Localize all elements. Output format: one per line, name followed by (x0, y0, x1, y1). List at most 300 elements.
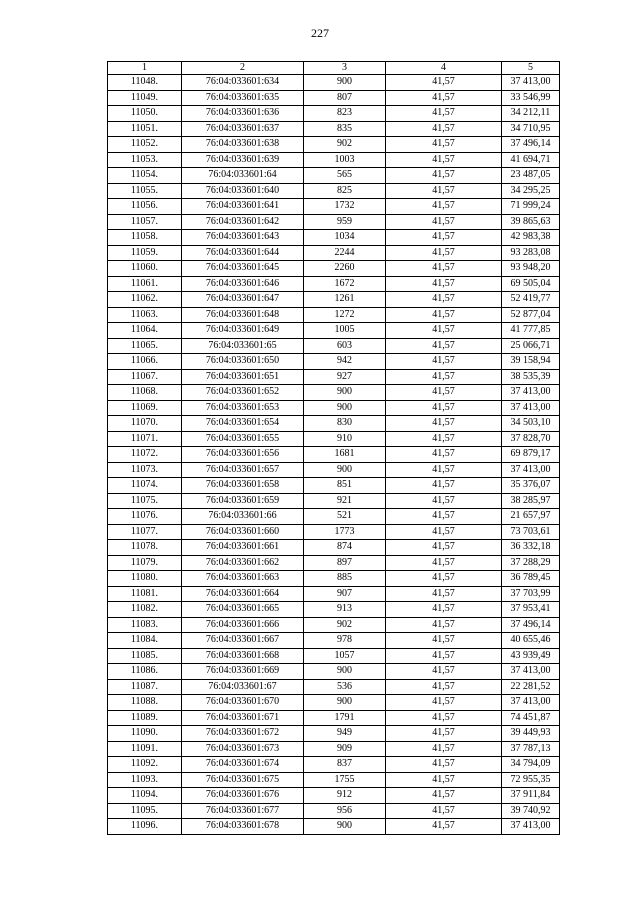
rate-cell: 41,57 (386, 385, 502, 401)
column-header: 2 (182, 62, 304, 75)
cadastral-number-cell: 76:04:033601:678 (182, 819, 304, 835)
rate-cell: 41,57 (386, 695, 502, 711)
cadastral-number-cell: 76:04:033601:647 (182, 292, 304, 308)
value-cell: 69 879,17 (502, 447, 560, 463)
cadastral-number-cell: 76:04:033601:634 (182, 75, 304, 91)
row-number-cell: 11095. (108, 803, 182, 819)
table-row (108, 540, 560, 556)
rate-cell: 41,57 (386, 416, 502, 432)
value-cell: 41 694,71 (502, 152, 560, 168)
rate-cell: 41,57 (386, 788, 502, 804)
row-number-cell: 11079. (108, 555, 182, 571)
table-row (108, 741, 560, 757)
area-cell: 900 (304, 695, 386, 711)
row-number-cell: 11082. (108, 602, 182, 618)
cadastral-number-cell: 76:04:033601:657 (182, 462, 304, 478)
value-cell: 37 703,99 (502, 586, 560, 602)
cadastral-number-cell: 76:04:033601:642 (182, 214, 304, 230)
row-number-cell: 11051. (108, 121, 182, 137)
rate-cell: 41,57 (386, 555, 502, 571)
value-cell: 23 487,05 (502, 168, 560, 184)
cadastral-number-cell: 76:04:033601:674 (182, 757, 304, 773)
table-row (108, 261, 560, 277)
cadastral-number-cell: 76:04:033601:661 (182, 540, 304, 556)
row-number-cell: 11065. (108, 338, 182, 354)
rate-cell: 41,57 (386, 540, 502, 556)
value-cell: 37 288,29 (502, 555, 560, 571)
value-cell: 37 413,00 (502, 400, 560, 416)
row-number-cell: 11089. (108, 710, 182, 726)
cadastral-number-cell: 76:04:033601:653 (182, 400, 304, 416)
table-row (108, 199, 560, 215)
table-row (108, 416, 560, 432)
value-cell: 73 703,61 (502, 524, 560, 540)
column-header: 4 (386, 62, 502, 75)
value-cell: 39 865,63 (502, 214, 560, 230)
table-row (108, 757, 560, 773)
cadastral-number-cell: 76:04:033601:671 (182, 710, 304, 726)
rate-cell: 41,57 (386, 276, 502, 292)
table-row (108, 323, 560, 339)
rate-cell: 41,57 (386, 75, 502, 91)
cadastral-number-cell: 76:04:033601:664 (182, 586, 304, 602)
area-cell: 956 (304, 803, 386, 819)
row-number-cell: 11050. (108, 106, 182, 122)
area-cell: 912 (304, 788, 386, 804)
cadastral-number-cell: 76:04:033601:65 (182, 338, 304, 354)
rate-cell: 41,57 (386, 478, 502, 494)
rate-cell: 41,57 (386, 524, 502, 540)
row-number-cell: 11096. (108, 819, 182, 835)
rate-cell: 41,57 (386, 121, 502, 137)
row-number-cell: 11087. (108, 679, 182, 695)
table-row (108, 648, 560, 664)
value-cell: 34 295,25 (502, 183, 560, 199)
row-number-cell: 11055. (108, 183, 182, 199)
value-cell: 43 939,49 (502, 648, 560, 664)
value-cell: 37 496,14 (502, 137, 560, 153)
row-number-cell: 11083. (108, 617, 182, 633)
value-cell: 52 877,04 (502, 307, 560, 323)
cadastral-number-cell: 76:04:033601:638 (182, 137, 304, 153)
table-row (108, 586, 560, 602)
area-cell: 897 (304, 555, 386, 571)
cadastral-number-cell: 76:04:033601:643 (182, 230, 304, 246)
row-number-cell: 11063. (108, 307, 182, 323)
cadastral-number-cell: 76:04:033601:654 (182, 416, 304, 432)
value-cell: 40 655,46 (502, 633, 560, 649)
cadastral-number-cell: 76:04:033601:663 (182, 571, 304, 587)
value-cell: 37 496,14 (502, 617, 560, 633)
row-number-cell: 11054. (108, 168, 182, 184)
area-cell: 1261 (304, 292, 386, 308)
rate-cell: 41,57 (386, 183, 502, 199)
area-cell: 900 (304, 664, 386, 680)
table-row (108, 75, 560, 91)
cadastral-number-cell: 76:04:033601:649 (182, 323, 304, 339)
row-number-cell: 11069. (108, 400, 182, 416)
rate-cell: 41,57 (386, 679, 502, 695)
value-cell: 34 794,09 (502, 757, 560, 773)
row-number-cell: 11073. (108, 462, 182, 478)
cadastral-number-cell: 76:04:033601:672 (182, 726, 304, 742)
row-number-cell: 11081. (108, 586, 182, 602)
table-row (108, 292, 560, 308)
table-row (108, 354, 560, 370)
value-cell: 34 503,10 (502, 416, 560, 432)
cadastral-number-cell: 76:04:033601:675 (182, 772, 304, 788)
rate-cell: 41,57 (386, 803, 502, 819)
column-header: 3 (304, 62, 386, 75)
row-number-cell: 11080. (108, 571, 182, 587)
cadastral-number-cell: 76:04:033601:641 (182, 199, 304, 215)
cadastral-number-cell: 76:04:033601:655 (182, 431, 304, 447)
row-number-cell: 11062. (108, 292, 182, 308)
rate-cell: 41,57 (386, 307, 502, 323)
cadastral-number-cell: 76:04:033601:670 (182, 695, 304, 711)
area-cell: 927 (304, 369, 386, 385)
table-row (108, 617, 560, 633)
row-number-cell: 11058. (108, 230, 182, 246)
value-cell: 69 505,04 (502, 276, 560, 292)
table-row (108, 509, 560, 525)
cadastral-number-cell: 76:04:033601:677 (182, 803, 304, 819)
row-number-cell: 11094. (108, 788, 182, 804)
table-header-row (108, 62, 560, 75)
area-cell: 900 (304, 462, 386, 478)
rate-cell: 41,57 (386, 199, 502, 215)
area-cell: 902 (304, 137, 386, 153)
row-number-cell: 11075. (108, 493, 182, 509)
cadastral-number-cell: 76:04:033601:666 (182, 617, 304, 633)
area-cell: 851 (304, 478, 386, 494)
row-number-cell: 11053. (108, 152, 182, 168)
rate-cell: 41,57 (386, 726, 502, 742)
rate-cell: 41,57 (386, 772, 502, 788)
table-row (108, 307, 560, 323)
table-body (108, 75, 560, 835)
table-row (108, 338, 560, 354)
area-cell: 885 (304, 571, 386, 587)
value-cell: 37 413,00 (502, 75, 560, 91)
rate-cell: 41,57 (386, 586, 502, 602)
column-header: 5 (502, 62, 560, 75)
cadastral-number-cell: 76:04:033601:656 (182, 447, 304, 463)
value-cell: 37 413,00 (502, 462, 560, 478)
table-row (108, 679, 560, 695)
cadastral-number-cell: 76:04:033601:64 (182, 168, 304, 184)
rate-cell: 41,57 (386, 757, 502, 773)
cadastral-number-cell: 76:04:033601:637 (182, 121, 304, 137)
value-cell: 37 911,84 (502, 788, 560, 804)
row-number-cell: 11076. (108, 509, 182, 525)
rate-cell: 41,57 (386, 447, 502, 463)
rate-cell: 41,57 (386, 602, 502, 618)
area-cell: 837 (304, 757, 386, 773)
table-row (108, 602, 560, 618)
cadastral-number-cell: 76:04:033601:635 (182, 90, 304, 106)
area-cell: 2244 (304, 245, 386, 261)
row-number-cell: 11072. (108, 447, 182, 463)
rate-cell: 41,57 (386, 230, 502, 246)
value-cell: 38 535,39 (502, 369, 560, 385)
rate-cell: 41,57 (386, 509, 502, 525)
row-number-cell: 11048. (108, 75, 182, 91)
value-cell: 34 212,11 (502, 106, 560, 122)
area-cell: 1057 (304, 648, 386, 664)
table-row (108, 819, 560, 835)
row-number-cell: 11064. (108, 323, 182, 339)
table-row (108, 400, 560, 416)
rate-cell: 41,57 (386, 400, 502, 416)
table-row (108, 152, 560, 168)
cadastral-number-cell: 76:04:033601:660 (182, 524, 304, 540)
table-row (108, 524, 560, 540)
rate-cell: 41,57 (386, 648, 502, 664)
row-number-cell: 11057. (108, 214, 182, 230)
row-number-cell: 11091. (108, 741, 182, 757)
cadastral-number-cell: 76:04:033601:652 (182, 385, 304, 401)
row-number-cell: 11067. (108, 369, 182, 385)
row-number-cell: 11052. (108, 137, 182, 153)
table-row (108, 633, 560, 649)
area-cell: 900 (304, 819, 386, 835)
table-row (108, 710, 560, 726)
table-row (108, 664, 560, 680)
row-number-cell: 11078. (108, 540, 182, 556)
area-cell: 807 (304, 90, 386, 106)
table-row (108, 431, 560, 447)
area-cell: 835 (304, 121, 386, 137)
area-cell: 823 (304, 106, 386, 122)
value-cell: 34 710,95 (502, 121, 560, 137)
value-cell: 37 413,00 (502, 819, 560, 835)
rate-cell: 41,57 (386, 292, 502, 308)
table-row (108, 230, 560, 246)
table-row (108, 168, 560, 184)
page-number: 227 (311, 26, 329, 40)
cadastral-number-cell: 76:04:033601:645 (182, 261, 304, 277)
rate-cell: 41,57 (386, 571, 502, 587)
rate-cell: 41,57 (386, 819, 502, 835)
table-row (108, 447, 560, 463)
area-cell: 565 (304, 168, 386, 184)
value-cell: 37 413,00 (502, 695, 560, 711)
table-row (108, 462, 560, 478)
cadastral-number-cell: 76:04:033601:667 (182, 633, 304, 649)
area-cell: 1034 (304, 230, 386, 246)
row-number-cell: 11077. (108, 524, 182, 540)
area-cell: 1732 (304, 199, 386, 215)
rate-cell: 41,57 (386, 90, 502, 106)
rate-cell: 41,57 (386, 106, 502, 122)
value-cell: 38 285,97 (502, 493, 560, 509)
area-cell: 1005 (304, 323, 386, 339)
area-cell: 949 (304, 726, 386, 742)
table-row (108, 385, 560, 401)
area-cell: 959 (304, 214, 386, 230)
area-cell: 909 (304, 741, 386, 757)
row-number-cell: 11068. (108, 385, 182, 401)
rate-cell: 41,57 (386, 741, 502, 757)
table-row (108, 90, 560, 106)
table-row (108, 772, 560, 788)
cadastral-number-cell: 76:04:033601:66 (182, 509, 304, 525)
row-number-cell: 11061. (108, 276, 182, 292)
cadastral-number-cell: 76:04:033601:658 (182, 478, 304, 494)
row-number-cell: 11066. (108, 354, 182, 370)
area-cell: 900 (304, 75, 386, 91)
row-number-cell: 11074. (108, 478, 182, 494)
cadastral-number-cell: 76:04:033601:673 (182, 741, 304, 757)
table-row (108, 276, 560, 292)
value-cell: 74 451,87 (502, 710, 560, 726)
land-plot-table (107, 61, 560, 835)
table-row (108, 695, 560, 711)
table-row (108, 121, 560, 137)
table-row (108, 803, 560, 819)
row-number-cell: 11071. (108, 431, 182, 447)
row-number-cell: 11070. (108, 416, 182, 432)
rate-cell: 41,57 (386, 431, 502, 447)
value-cell: 37 787,13 (502, 741, 560, 757)
cadastral-number-cell: 76:04:033601:648 (182, 307, 304, 323)
table-row (108, 571, 560, 587)
row-number-cell: 11092. (108, 757, 182, 773)
table-row (108, 726, 560, 742)
area-cell: 1003 (304, 152, 386, 168)
area-cell: 1272 (304, 307, 386, 323)
cadastral-number-cell: 76:04:033601:668 (182, 648, 304, 664)
rate-cell: 41,57 (386, 354, 502, 370)
value-cell: 71 999,24 (502, 199, 560, 215)
table-row (108, 245, 560, 261)
row-number-cell: 11084. (108, 633, 182, 649)
table-row (108, 183, 560, 199)
value-cell: 39 449,93 (502, 726, 560, 742)
rate-cell: 41,57 (386, 214, 502, 230)
rate-cell: 41,57 (386, 168, 502, 184)
value-cell: 33 546,99 (502, 90, 560, 106)
value-cell: 36 332,18 (502, 540, 560, 556)
cadastral-number-cell: 76:04:033601:651 (182, 369, 304, 385)
value-cell: 72 955,35 (502, 772, 560, 788)
cadastral-number-cell: 76:04:033601:676 (182, 788, 304, 804)
row-number-cell: 11086. (108, 664, 182, 680)
value-cell: 25 066,71 (502, 338, 560, 354)
area-cell: 603 (304, 338, 386, 354)
table-row (108, 478, 560, 494)
area-cell: 1672 (304, 276, 386, 292)
area-cell: 900 (304, 400, 386, 416)
cadastral-number-cell: 76:04:033601:659 (182, 493, 304, 509)
value-cell: 37 953,41 (502, 602, 560, 618)
rate-cell: 41,57 (386, 633, 502, 649)
row-number-cell: 11060. (108, 261, 182, 277)
area-cell: 830 (304, 416, 386, 432)
area-cell: 1755 (304, 772, 386, 788)
row-number-cell: 11088. (108, 695, 182, 711)
rate-cell: 41,57 (386, 323, 502, 339)
area-cell: 1791 (304, 710, 386, 726)
column-header: 1 (108, 62, 182, 75)
table-row (108, 106, 560, 122)
value-cell: 52 419,77 (502, 292, 560, 308)
rate-cell: 41,57 (386, 261, 502, 277)
value-cell: 93 283,08 (502, 245, 560, 261)
rate-cell: 41,57 (386, 338, 502, 354)
value-cell: 22 281,52 (502, 679, 560, 695)
value-cell: 42 983,38 (502, 230, 560, 246)
area-cell: 902 (304, 617, 386, 633)
cadastral-number-cell: 76:04:033601:669 (182, 664, 304, 680)
area-cell: 910 (304, 431, 386, 447)
value-cell: 36 789,45 (502, 571, 560, 587)
rate-cell: 41,57 (386, 245, 502, 261)
cadastral-number-cell: 76:04:033601:662 (182, 555, 304, 571)
area-cell: 907 (304, 586, 386, 602)
rate-cell: 41,57 (386, 152, 502, 168)
table-row (108, 493, 560, 509)
value-cell: 41 777,85 (502, 323, 560, 339)
area-cell: 978 (304, 633, 386, 649)
area-cell: 2260 (304, 261, 386, 277)
area-cell: 942 (304, 354, 386, 370)
area-cell: 825 (304, 183, 386, 199)
rate-cell: 41,57 (386, 493, 502, 509)
area-cell: 900 (304, 385, 386, 401)
cadastral-number-cell: 76:04:033601:665 (182, 602, 304, 618)
rate-cell: 41,57 (386, 137, 502, 153)
value-cell: 37 413,00 (502, 664, 560, 680)
area-cell: 913 (304, 602, 386, 618)
row-number-cell: 11059. (108, 245, 182, 261)
area-cell: 521 (304, 509, 386, 525)
row-number-cell: 11090. (108, 726, 182, 742)
rate-cell: 41,57 (386, 462, 502, 478)
cadastral-number-cell: 76:04:033601:67 (182, 679, 304, 695)
table-row (108, 555, 560, 571)
table-row (108, 369, 560, 385)
rate-cell: 41,57 (386, 664, 502, 680)
value-cell: 93 948,20 (502, 261, 560, 277)
table-row (108, 137, 560, 153)
table-row (108, 214, 560, 230)
value-cell: 21 657,97 (502, 509, 560, 525)
value-cell: 39 158,94 (502, 354, 560, 370)
value-cell: 37 828,70 (502, 431, 560, 447)
cadastral-number-cell: 76:04:033601:646 (182, 276, 304, 292)
row-number-cell: 11085. (108, 648, 182, 664)
rate-cell: 41,57 (386, 617, 502, 633)
value-cell: 39 740,92 (502, 803, 560, 819)
area-cell: 536 (304, 679, 386, 695)
cadastral-number-cell: 76:04:033601:650 (182, 354, 304, 370)
area-cell: 1773 (304, 524, 386, 540)
table-row (108, 788, 560, 804)
cadastral-number-cell: 76:04:033601:644 (182, 245, 304, 261)
value-cell: 37 413,00 (502, 385, 560, 401)
area-cell: 1681 (304, 447, 386, 463)
value-cell: 35 376,07 (502, 478, 560, 494)
cadastral-number-cell: 76:04:033601:640 (182, 183, 304, 199)
row-number-cell: 11093. (108, 772, 182, 788)
row-number-cell: 11056. (108, 199, 182, 215)
area-cell: 921 (304, 493, 386, 509)
rate-cell: 41,57 (386, 369, 502, 385)
row-number-cell: 11049. (108, 90, 182, 106)
rate-cell: 41,57 (386, 710, 502, 726)
